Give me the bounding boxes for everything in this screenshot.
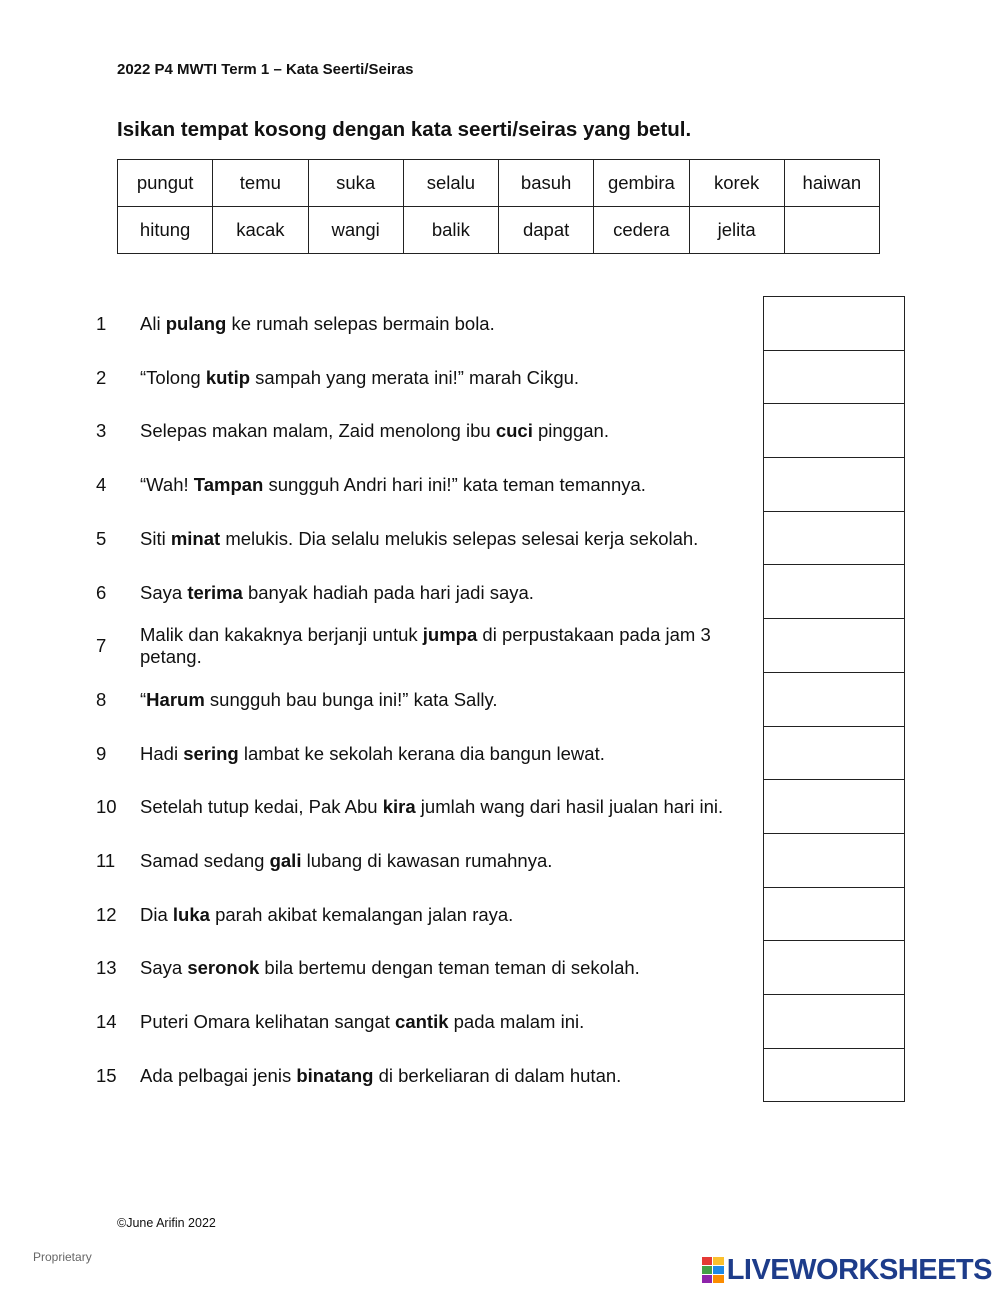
question-text-before: Ali (140, 313, 166, 334)
question-row (0, 673, 760, 727)
answer-input-box[interactable] (764, 351, 904, 405)
question-text-before: Siti (140, 527, 171, 549)
question-text (140, 743, 755, 765)
question-number: 9 (96, 742, 107, 764)
question-text-after: lubang di kawasan rumahnya. (301, 850, 553, 871)
target-word: Tampan (193, 474, 264, 496)
question-text-before: Saya (140, 581, 188, 603)
word-bank-cell-empty (784, 207, 879, 254)
instruction-heading: Isikan tempat kosong dengan kata seerti/seiras yang betul. (117, 118, 692, 141)
question-number: 2 (96, 366, 107, 388)
question-text-after: sungguh Andri hari ini!” kata teman temannya. (263, 474, 646, 496)
word-bank-row-1 (118, 160, 880, 207)
answer-input-box[interactable] (764, 995, 904, 1049)
question-text-before: Ada pelbagai jenis (140, 1064, 297, 1086)
question-text-before: “Wah! (140, 474, 194, 496)
question-text-before: Hadi (140, 742, 184, 764)
answer-input-box[interactable] (764, 619, 904, 673)
answer-input-box[interactable] (764, 834, 904, 888)
word-bank-cell: gembira (594, 160, 689, 207)
question-number: 4 (96, 474, 107, 496)
question-row (0, 619, 760, 673)
question-number: 6 (96, 581, 107, 603)
answer-column (763, 296, 905, 1102)
question-text-before: Saya (140, 957, 188, 979)
question-text-after: di berkeliaran di dalam hutan. (373, 1064, 622, 1086)
question-text (140, 367, 755, 389)
question-text-before: Setelah tutup kedai, Pak Abu (140, 796, 383, 818)
answer-input-box[interactable] (764, 727, 904, 781)
question-text (140, 904, 755, 926)
answer-input-box[interactable] (764, 780, 904, 834)
question-row (0, 941, 760, 995)
question-text-after: parah akibat kemalangan jalan raya. (209, 903, 514, 925)
question-row (0, 995, 760, 1049)
question-text-after: sampah yang merata ini!” marah Cikgu. (250, 366, 580, 388)
question-text-after: sungguh bau bunga ini!” kata Sally. (204, 688, 498, 710)
word-bank-cell: wangi (308, 207, 403, 254)
question-text (140, 313, 755, 335)
logo-block (702, 1257, 713, 1265)
answer-input-box[interactable] (764, 512, 904, 566)
question-number: 11 (96, 850, 116, 871)
logo-block (702, 1275, 713, 1283)
target-word: Harum (146, 688, 205, 710)
question-text (140, 582, 755, 604)
word-bank-cell: haiwan (784, 160, 879, 207)
word-bank-cell: balik (403, 207, 498, 254)
proprietary-label: Proprietary (33, 1250, 92, 1264)
question-text (140, 528, 755, 550)
answer-input-box[interactable] (764, 941, 904, 995)
logo-block (713, 1275, 724, 1283)
question-number: 3 (96, 420, 107, 442)
word-bank-cell: suka (308, 160, 403, 207)
question-text-after: bila bertemu dengan teman teman di sekolah. (259, 957, 640, 979)
question-text (140, 850, 755, 872)
question-text (140, 957, 755, 979)
question-text-after: pada malam ini. (448, 1011, 585, 1033)
question-number: 14 (96, 1011, 117, 1033)
word-bank-cell: hitung (118, 207, 213, 254)
question-text-after: ke rumah selepas bermain bola. (226, 313, 495, 334)
page-header-title: 2022 P4 MWTI Term 1 – Kata Seerti/Seiras (117, 61, 414, 78)
word-bank-cell: kacak (213, 207, 308, 254)
question-row (0, 404, 760, 458)
question-text (140, 689, 755, 711)
target-word: sering (183, 742, 239, 764)
question-number: 15 (96, 1064, 117, 1086)
answer-input-box[interactable] (764, 404, 904, 458)
logo-block (713, 1257, 724, 1265)
question-number: 8 (96, 688, 107, 710)
word-bank-cell: pungut (118, 160, 213, 207)
question-text-before: “ (140, 688, 147, 710)
question-number: 10 (96, 796, 117, 818)
question-text-before: Samad sedang (140, 850, 270, 871)
question-text-after: di perpustakaan pada jam 3 petang. (140, 624, 711, 668)
word-bank-table (117, 159, 880, 254)
question-text-before: Puteri Omara kelihatan sangat (140, 1011, 396, 1033)
question-row (0, 351, 760, 405)
question-number: 1 (96, 313, 107, 334)
answer-input-box[interactable] (764, 458, 904, 512)
question-text-after: lambat ke sekolah kerana dia bangun lewat. (238, 742, 605, 764)
target-word: jumpa (422, 624, 478, 646)
target-word: cuci (495, 420, 533, 442)
word-bank-cell: jelita (689, 207, 784, 254)
target-word: seronok (187, 957, 260, 979)
question-text-before: “Tolong (140, 366, 206, 388)
liveworksheets-brand (702, 1254, 992, 1286)
question-number: 5 (96, 527, 107, 549)
word-bank-cell: korek (689, 160, 784, 207)
target-word: cantik (395, 1011, 449, 1033)
word-bank-cell: temu (213, 160, 308, 207)
question-text-before: Malik dan kakaknya berjanji untuk (140, 624, 423, 646)
question-text (140, 420, 755, 442)
question-row (0, 297, 760, 351)
target-word: gali (269, 850, 302, 871)
question-number: 12 (96, 903, 117, 925)
logo-block (702, 1266, 713, 1274)
answer-input-box[interactable] (764, 888, 904, 942)
question-text-after: jumlah wang dari hasil jualan hari ini. (415, 796, 724, 818)
question-row (0, 512, 760, 566)
question-text (140, 1011, 755, 1033)
target-word: binatang (296, 1064, 374, 1086)
question-text (140, 1065, 755, 1087)
question-row (0, 888, 760, 942)
target-word: kutip (205, 366, 251, 388)
word-bank-row-2 (118, 207, 880, 254)
liveworksheets-logo-icon (702, 1257, 724, 1283)
word-bank-cell: dapat (499, 207, 594, 254)
question-text (140, 474, 755, 496)
liveworksheets-wordmark: LIVEWORKSHEETS (726, 1253, 992, 1286)
word-bank-cell: basuh (499, 160, 594, 207)
target-word: kira (382, 796, 416, 818)
question-row (0, 780, 760, 834)
question-text-before: Dia (140, 903, 173, 925)
question-text (140, 624, 755, 668)
target-word: pulang (165, 313, 227, 334)
question-number: 13 (96, 957, 117, 979)
answer-input-box[interactable] (764, 565, 904, 619)
question-row (0, 1049, 760, 1103)
answer-input-box[interactable] (764, 297, 904, 351)
answer-input-box[interactable] (764, 1049, 904, 1103)
question-row (0, 458, 760, 512)
word-bank-cell: cedera (594, 207, 689, 254)
question-text-before: Selepas makan malam, Zaid menolong ibu (140, 420, 496, 442)
word-bank-cell: selalu (403, 160, 498, 207)
copyright-text: ©June Arifin 2022 (117, 1216, 216, 1230)
target-word: minat (170, 527, 221, 549)
question-text-after: pinggan. (532, 420, 609, 442)
target-word: luka (172, 903, 210, 925)
answer-input-box[interactable] (764, 673, 904, 727)
question-text-after: melukis. Dia selalu melukis selepas selesai kerja sekolah. (220, 527, 699, 549)
logo-block (713, 1266, 724, 1274)
question-row (0, 727, 760, 781)
target-word: terima (187, 581, 243, 603)
question-row (0, 566, 760, 620)
question-number: 7 (96, 635, 107, 657)
question-text (140, 796, 755, 818)
question-row (0, 834, 760, 888)
question-text-after: banyak hadiah pada hari jadi saya. (242, 581, 534, 603)
